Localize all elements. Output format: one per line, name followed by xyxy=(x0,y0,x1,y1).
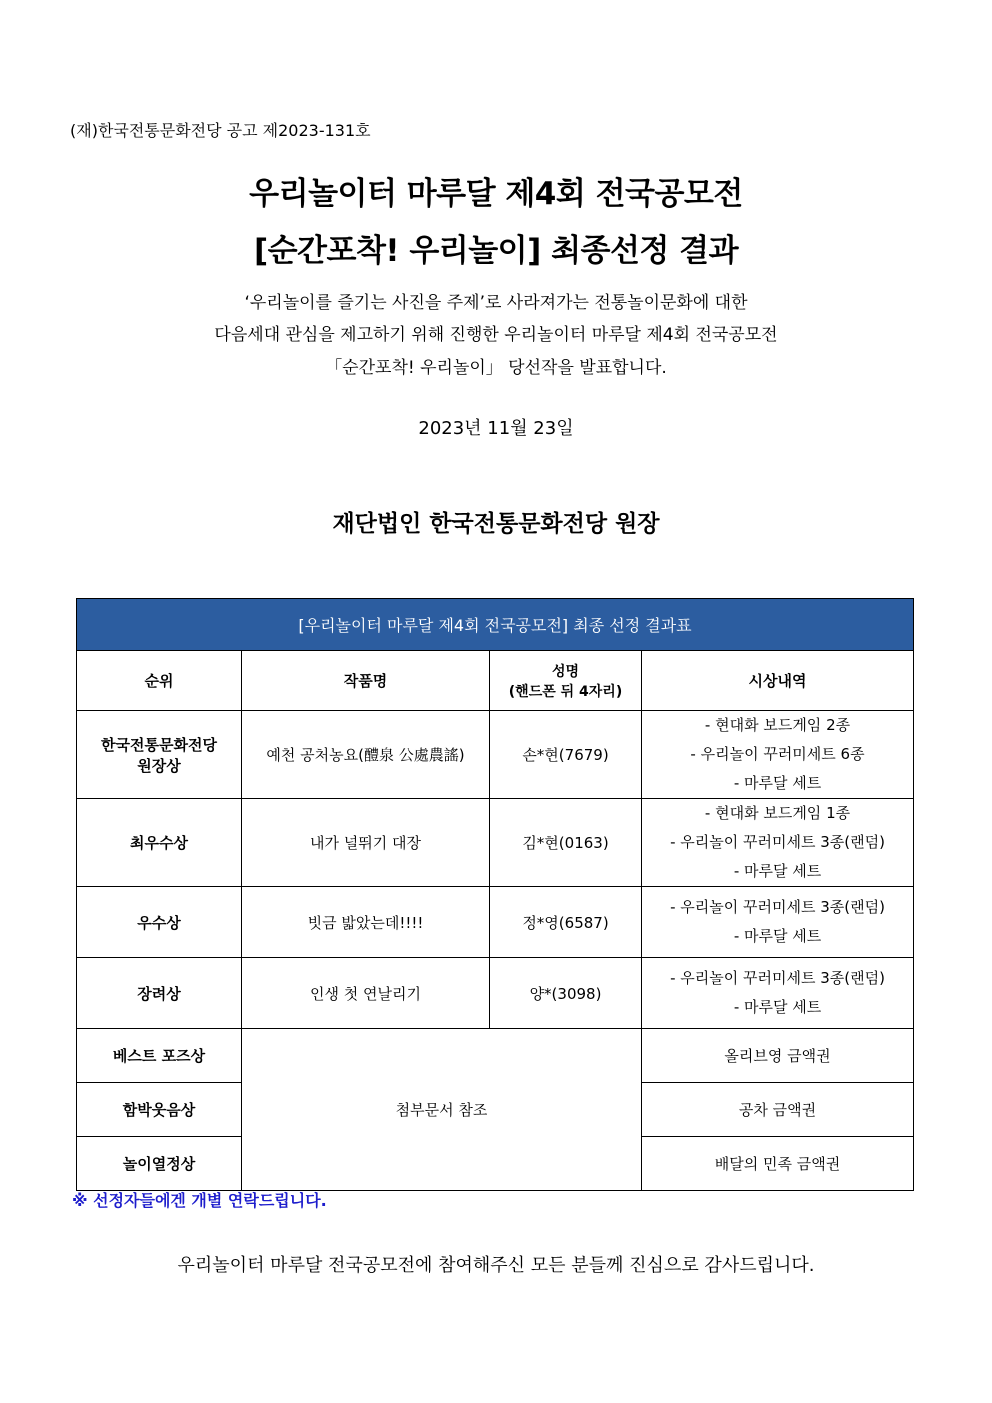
prize-item: - 현대화 보드게임 1종 xyxy=(704,804,851,822)
special-work-cell: 첨부문서 참조 xyxy=(242,1029,642,1191)
table-row xyxy=(77,1029,914,1083)
intro-line-3: 「순간포착! 우리놀이」 당선작을 발표합니다. xyxy=(325,358,667,378)
prize-cell xyxy=(642,799,914,887)
rank-cell: 장려상 xyxy=(77,958,242,1029)
results-table xyxy=(76,598,914,1191)
prize-item: - 마루달 세트 xyxy=(733,862,822,880)
rank-cell xyxy=(77,711,242,799)
name-cell: 손*현(7679) xyxy=(490,711,642,799)
intro-line-1: ‘우리놀이를 즐기는 사진을 주제’로 사라져가는 전통놀이문화에 대한 xyxy=(244,293,748,313)
header-name-sub: (핸드폰 뒤 4자리) xyxy=(508,683,623,700)
rank-cell: 최우수상 xyxy=(77,799,242,887)
table-row xyxy=(77,711,914,799)
table-row xyxy=(77,887,914,958)
rank-cell: 우수상 xyxy=(77,887,242,958)
prize-cell xyxy=(642,958,914,1029)
contact-footnote: ※ 선정자들에겐 개별 연락드립니다. xyxy=(72,1191,327,1210)
rank-line: 원장상 xyxy=(137,756,181,775)
prize-item: - 우리놀이 꾸러미세트 3종(랜덤) xyxy=(670,969,885,987)
header-prize: 시상내역 xyxy=(642,651,914,711)
prize-cell xyxy=(642,711,914,799)
page-title-line2: [순간포착! 우리놀이] 최종선정 결과 xyxy=(253,233,739,269)
rank-cell: 베스트 포즈상 xyxy=(77,1029,242,1083)
prize-cell: 공차 금액권 xyxy=(642,1083,914,1137)
header-rank: 순위 xyxy=(77,651,242,711)
prize-item: - 현대화 보드게임 2종 xyxy=(704,716,851,734)
notice-number: (재)한국전통문화전당 공고 제2023-131호 xyxy=(70,121,371,140)
prize-cell: 올리브영 금액권 xyxy=(642,1029,914,1083)
work-cell: 빗금 밟았는데!!!! xyxy=(242,887,490,958)
prize-cell xyxy=(642,887,914,958)
header-name xyxy=(490,651,642,711)
table-row xyxy=(77,799,914,887)
intro-line-2: 다음세대 관심을 제고하기 위해 진행한 우리놀이터 마루달 제4회 전국공모전 xyxy=(214,325,778,345)
name-cell: 김*현(0163) xyxy=(490,799,642,887)
thanks-message: 우리놀이터 마루달 전국공모전에 참여해주신 모든 분들께 진심으로 감사드립니다. xyxy=(177,1255,815,1276)
header-name-main: 성명 xyxy=(551,663,580,680)
prize-item: - 우리놀이 꾸러미세트 6종 xyxy=(690,745,865,763)
work-cell: 예천 공처농요(醴泉 公處農謠) xyxy=(242,711,490,799)
page-title-line1: 우리놀이터 마루달 제4회 전국공모전 xyxy=(249,176,743,212)
table-caption: [우리놀이터 마루달 제4회 전국공모전] 최종 선정 결과표 xyxy=(77,599,914,651)
name-cell: 정*영(6587) xyxy=(490,887,642,958)
rank-line: 한국전통문화전당 xyxy=(101,735,217,754)
announcement-date: 2023년 11월 23일 xyxy=(418,418,574,439)
prize-item: - 마루달 세트 xyxy=(733,998,822,1016)
work-cell: 인생 첫 연날리기 xyxy=(242,958,490,1029)
work-cell: 내가 널뛰기 대장 xyxy=(242,799,490,887)
prize-item: - 마루달 세트 xyxy=(733,774,822,792)
prize-cell: 배달의 민족 금액권 xyxy=(642,1137,914,1191)
header-work: 작품명 xyxy=(242,651,490,711)
prize-item: - 우리놀이 꾸러미세트 3종(랜덤) xyxy=(670,833,885,851)
prize-item: - 마루달 세트 xyxy=(733,927,822,945)
name-cell: 양*(3098) xyxy=(490,958,642,1029)
prize-item: - 우리놀이 꾸러미세트 3종(랜덤) xyxy=(670,898,885,916)
rank-cell: 놀이열정상 xyxy=(77,1137,242,1191)
table-row xyxy=(77,958,914,1029)
organization-name: 재단법인 한국전통문화전당 원장 xyxy=(332,511,660,537)
rank-cell: 함박웃음상 xyxy=(77,1083,242,1137)
